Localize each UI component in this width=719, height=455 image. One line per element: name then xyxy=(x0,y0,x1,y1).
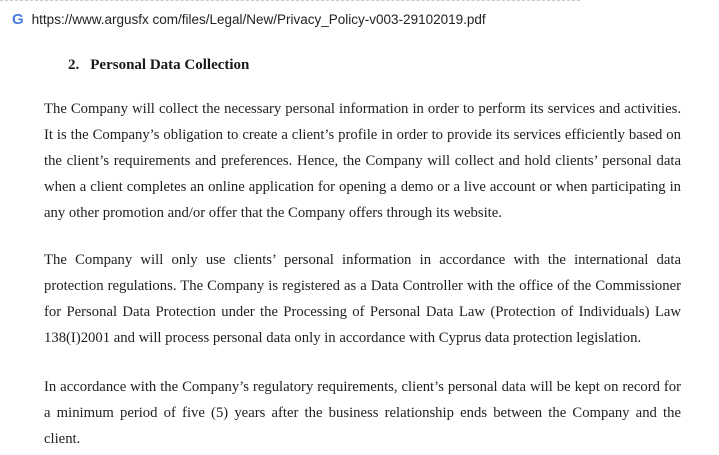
section-number: 2. xyxy=(68,57,80,73)
google-g-icon: G xyxy=(12,10,24,28)
top-divider xyxy=(0,0,580,2)
paragraph-usage: The Company will only use clients’ personal information in accordance with the international data protection regulations. The Company is registered as a Data Controller with the office of the Commissioner for Personal Data Protection under the Processing of Personal Data Law (Protection of Individuals) Law 138(I)2001 and will process personal data only in accordance with Cyprus data protection legislation. xyxy=(44,252,681,346)
section-heading xyxy=(68,57,249,74)
url-text[interactable]: https://www.argusfx com/files/Legal/New/Privacy_Policy-v003-29102019.pdf xyxy=(31,11,486,27)
url-bar[interactable] xyxy=(12,8,486,30)
paragraph-collection: The Company will collect the necessary personal information in order to perform its services and activities. It is the Company’s obligation to create a client’s profile in order to provide its services efficiently based on the client’s requirements and preferences. Hence, the Company will collect and hold clients’ personal data when a client completes an online application for opening a demo or a live account or when participating in any other promotion and/or offer that the Company offers through its website. xyxy=(44,101,681,221)
section-title: Personal Data Collection xyxy=(90,57,250,73)
paragraph-retention: In accordance with the Company’s regulatory requirements, client’s personal data will be kept on record for a minimum period of five (5) years after the business relationship ends between the Company and the client. xyxy=(44,379,681,447)
